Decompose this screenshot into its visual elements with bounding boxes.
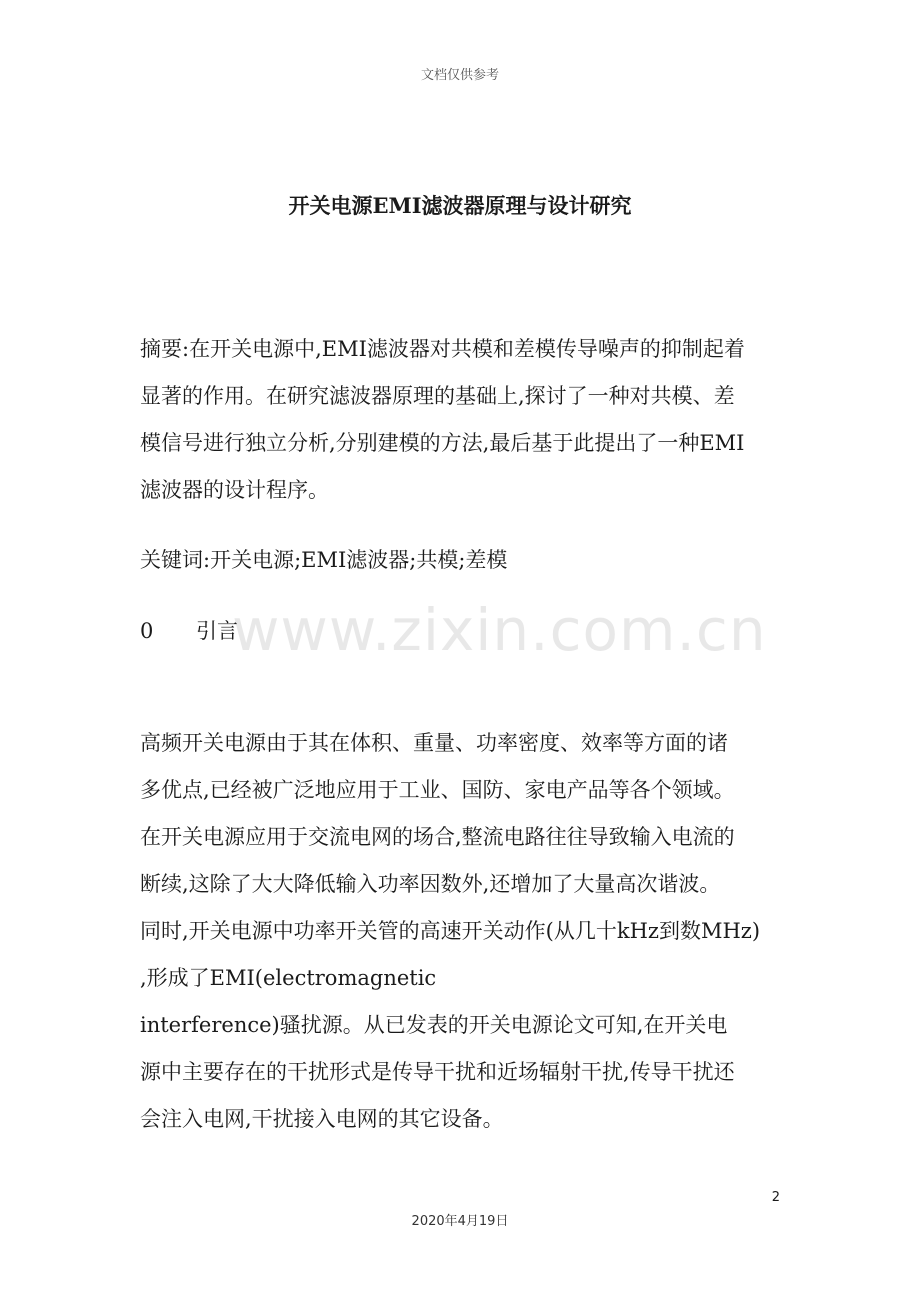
body-line: 在开关电源应用于交流电网的场合,整流电路往往导致输入电流的 <box>140 825 735 849</box>
body-paragraph <box>140 720 790 1143</box>
abstract-line: 滤波器的设计程序。 <box>140 478 329 502</box>
body-line: 多优点,已经被广泛地应用于工业、国防、家电产品等各个领域。 <box>140 778 735 802</box>
page-footer-date: 2020年4月19日 <box>411 1214 509 1229</box>
document-title: 开关电源EMI滤波器原理与设计研究 <box>288 193 632 218</box>
watermark-text: www.zixin.com.cn <box>232 596 767 664</box>
body-line: 断续,这除了大大降低输入功率因数外,还增加了大量高次谐波。 <box>140 872 721 896</box>
body-line: 源中主要存在的干扰形式是传导干扰和近场辐射干扰,传导干扰还 <box>140 1060 735 1084</box>
page-number: 2 <box>771 1190 780 1205</box>
section-heading <box>140 608 790 655</box>
abstract-line: 显著的作用。在研究滤波器原理的基础上,探讨了一种对共模、差 <box>140 384 735 408</box>
section-number: 0 <box>140 619 154 643</box>
keywords-line: 关键词:开关电源;EMI滤波器;共模;差模 <box>140 548 508 572</box>
page-header: 文档仅供参考 <box>420 68 499 83</box>
section-title: 引言 <box>196 619 238 643</box>
body-line: ,形成了EMI(electromagnetic <box>140 966 437 990</box>
body-line: interference)骚扰源。从已发表的开关电源论文可知,在开关电 <box>140 1013 728 1037</box>
body-line: 高频开关电源由于其在体积、重量、功率密度、效率等方面的诸 <box>140 731 728 755</box>
abstract-paragraph <box>140 326 790 514</box>
abstract-line: 摘要:在开关电源中,EMI滤波器对共模和差模传导噪声的抑制起着 <box>140 337 745 361</box>
body-line: 同时,开关电源中功率开关管的高速开关动作(从几十kHz到数MHz) <box>140 919 761 943</box>
abstract-line: 模信号进行独立分析,分别建模的方法,最后基于此提出了一种EMI <box>140 431 745 455</box>
body-line: 会注入电网,干扰接入电网的其它设备。 <box>140 1107 504 1131</box>
keywords-paragraph <box>140 537 790 584</box>
